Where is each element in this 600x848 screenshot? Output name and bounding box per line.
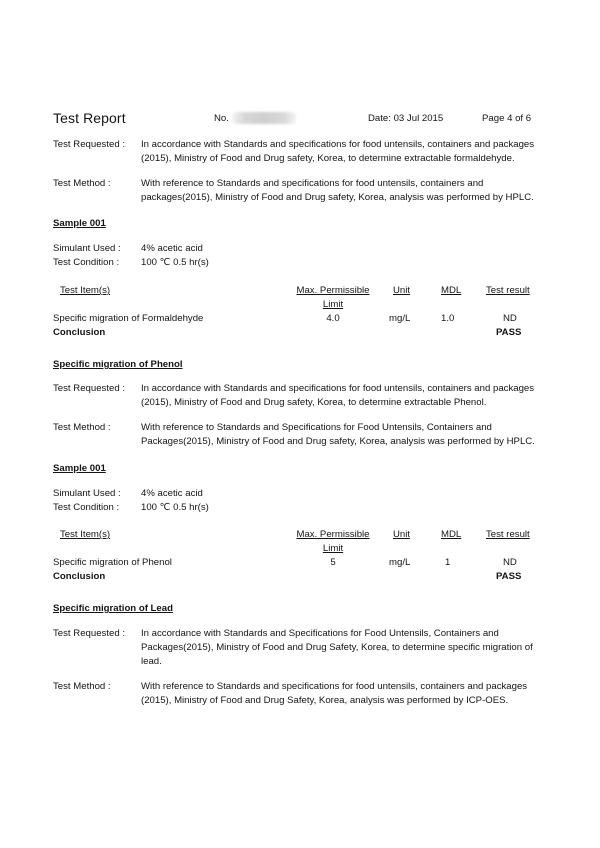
text-line: With reference to Standards and specifications for food untensils, containers and bbox=[141, 178, 484, 189]
text-line: (2015), Ministry of Food and Drug safety, Korea, to determine extractable formaldehyde. bbox=[141, 153, 515, 164]
test-requested-label: Test Requested : bbox=[53, 383, 125, 394]
text-line: Packages(2015), Ministry of Food and Drug Safety, Korea, to determine specific migration of bbox=[141, 642, 533, 653]
page-indicator: Page 4 of 6 bbox=[482, 113, 532, 124]
conclusion-value: PASS bbox=[496, 327, 522, 338]
header-line: Limit bbox=[322, 543, 344, 554]
simulant-used-label: Simulant Used : bbox=[53, 243, 121, 254]
text-line: With reference to Standards and Specifications for Food Untensils, Containers and bbox=[141, 422, 492, 433]
table-header-mdl: MDL bbox=[441, 285, 462, 296]
header-line: Limit bbox=[322, 299, 344, 310]
table-row-unit: mg/L bbox=[389, 313, 411, 324]
test-condition-label: Test Condition : bbox=[53, 257, 120, 268]
text-line: lead. bbox=[141, 656, 162, 667]
test-condition-value: 100 ℃ 0.5 hr(s) bbox=[141, 502, 209, 513]
table-header-limit bbox=[288, 528, 378, 556]
table-row-limit: 5 bbox=[330, 557, 336, 568]
test-method-label: Test Method : bbox=[53, 178, 111, 189]
table-header-item: Test Item(s) bbox=[60, 529, 111, 540]
simulant-used-label: Simulant Used : bbox=[53, 488, 121, 499]
table-row-limit: 4.0 bbox=[326, 313, 340, 324]
test-condition-label: Test Condition : bbox=[53, 502, 120, 513]
report-number-label: No. bbox=[214, 113, 229, 124]
table-row-mdl: 1.0 bbox=[441, 313, 455, 324]
test-requested-label: Test Requested : bbox=[53, 628, 125, 639]
table-header-result: Test result bbox=[486, 529, 530, 540]
table-header-limit bbox=[288, 284, 378, 312]
table-header-mdl: MDL bbox=[441, 529, 462, 540]
table-row-result: ND bbox=[503, 557, 517, 568]
test-requested-label: Test Requested : bbox=[53, 139, 125, 150]
lead-requested-text bbox=[141, 627, 551, 669]
text-line: (2015), Ministry of Food and Drug Safety, Korea, analysis was performed by ICP-OES. bbox=[141, 695, 509, 706]
test-method-label: Test Method : bbox=[53, 681, 111, 692]
test-method-label: Test Method : bbox=[53, 422, 111, 433]
phenol-method-text bbox=[141, 421, 551, 449]
sample-heading: Sample 001 bbox=[53, 463, 106, 474]
conclusion-label: Conclusion bbox=[53, 327, 106, 338]
table-row-item: Specific migration of Phenol bbox=[53, 557, 172, 568]
header-line: Max. Permissible bbox=[296, 285, 370, 296]
phenol-requested-text bbox=[141, 382, 551, 410]
table-row-mdl: 1 bbox=[445, 557, 451, 568]
section-title-lead: Specific migration of Lead bbox=[53, 603, 173, 614]
table-header-unit: Unit bbox=[393, 529, 411, 540]
table-header-item: Test Item(s) bbox=[60, 285, 111, 296]
table-header-unit: Unit bbox=[393, 285, 411, 296]
report-title: Test Report bbox=[53, 110, 126, 126]
text-line: Packages(2015), Ministry of Food and Drug safety, Korea, analysis was performed by HPLC. bbox=[141, 436, 535, 447]
text-line: In accordance with Standards and specifications for food untensils, containers and packages bbox=[141, 383, 535, 394]
report-date: Date: 03 Jul 2015 bbox=[368, 113, 444, 124]
section-title-phenol: Specific migration of Phenol bbox=[53, 359, 183, 370]
table-row-item: Specific migration of Formaldehyde bbox=[53, 313, 204, 324]
test-condition-value: 100 ℃ 0.5 hr(s) bbox=[141, 257, 209, 268]
sample-heading: Sample 001 bbox=[53, 218, 106, 229]
formaldehyde-method-text bbox=[141, 177, 551, 205]
conclusion-value: PASS bbox=[496, 571, 522, 582]
simulant-used-value: 4% acetic acid bbox=[141, 243, 203, 254]
formaldehyde-requested-text bbox=[141, 138, 551, 166]
text-line: (2015), Ministry of Food and Drug safety, Korea, to determine extractable Phenol. bbox=[141, 397, 487, 408]
conclusion-label: Conclusion bbox=[53, 571, 106, 582]
table-row-result: ND bbox=[503, 313, 517, 324]
text-line: packages(2015), Ministry of Food and Drug safety, Korea, analysis was performed by HPLC. bbox=[141, 192, 534, 203]
redacted-report-number bbox=[232, 112, 296, 124]
lead-method-text bbox=[141, 680, 551, 708]
text-line: With reference to Standards and specifications for food untensils, containers and packages bbox=[141, 681, 528, 692]
table-row-unit: mg/L bbox=[389, 557, 411, 568]
text-line: In accordance with Standards and Specifications for Food Untensils, Containers and bbox=[141, 628, 499, 639]
simulant-used-value: 4% acetic acid bbox=[141, 488, 203, 499]
table-header-result: Test result bbox=[486, 285, 530, 296]
header-line: Max. Permissible bbox=[296, 529, 370, 540]
text-line: In accordance with Standards and specifications for food untensils, containers and packages bbox=[141, 139, 535, 150]
